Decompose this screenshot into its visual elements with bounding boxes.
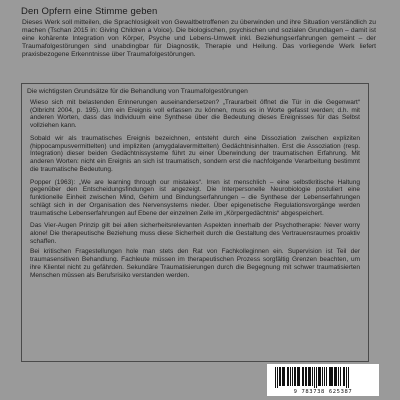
- principle-paragraph: Das Vier-Augen Prinzip gilt bei allen sicherheitsrelevanten Aspekten innerhalb der Psychotherapie: Never worry alone! Die therapeutische Beziehung muss diese Sicherheit durch die Gestaltung des Vertrauensraumes proaktiv schaffen.: [30, 222, 360, 245]
- intro-paragraph: Dieses Werk soll mitteilen, die Sprachlosigkeit von Gewaltbetroffenen zu überwinden und ihre Situation verständlich zu machen (Tschan 2015 in: Giving Children a Voice). Die biologischen, psychischen und sozialen Grundlagen – damit ist eine kohärente Integration von Körper, Psyche und Lebens-Umwelt inkl. Beziehungserfahrungen gemeint – der Traumafolgestörungen sind unabdingbar für Diagnostik, Therapie und Heilung. Das vorliegende Werk liefert praxisbezogene Erkenntnisse über Traumafolgestörungen.: [22, 19, 376, 58]
- barcode-bars: [274, 367, 372, 388]
- principles-box: [21, 83, 369, 362]
- principle-paragraph: Wieso sich mit belastenden Erinnerungen auseinandersetzen? „Traurarbeit öffnet die Tür in die Gegenwart“ (Olbricht 2004, p. 195). Um ein Ereignis voll erfassen zu können, muss es in Worte gefasst werden; d.h. mit anderen Worten, dass das Individuum eine Synthese über die Bedeutung dieses Ereignisses für das Selbst vollziehen kann.: [30, 99, 360, 130]
- isbn-barcode: [267, 364, 379, 396]
- cover-title: Den Opfern eine Stimme geben: [21, 6, 158, 17]
- principle-paragraph: Bei kritischen Fragestellungen hole man stets den Rat von Fachkolleginnen ein. Supervision ist Teil der traumasensitiven Behandlung. Fachleute müssen im therapeutischen Prozess sorgfältig Grenzen beachten, um ihre Klientel nicht zu gefährden. Sekundäre Traumatisierungen durch die Begegnung mit schwer traumatisierten Menschen müssen als Berufsrisiko verstanden werden.: [30, 248, 360, 279]
- principle-paragraph: Sobald wir als traumatisches Ereignis bezeichnen, entsteht durch eine Dissoziation zwischen expliziten (hippocampusvermittelten) und impliziten (amygdalavermittelten) Gedächtnisinhalten. Erst die Assoziation (resp. Integration) dieser beiden Gedächtnissysteme führt zu einer Überwindung der traumatischen Erfahrung. Mit anderen Worten: nicht ein Ereignis an sich ist traumatisch, sondern erst die nachfolgende Verarbeitung bestimmt die traumatische Bedeutung.: [30, 134, 360, 173]
- principles-heading: Die wichtigsten Grundsätze für die Behandlung von Traumafolgestörungen: [27, 88, 248, 95]
- barcode-number: 9 783738 625387: [293, 389, 353, 395]
- principle-paragraph: Popper (1963): „We are learning through our mistakes“. Irren ist menschlich – eine selbstkritische Haltung gegenüber den Entscheidungsfindungen ist angezeigt. Die Interpersonelle Neurobiologie postuliert eine funktionelle Einheit zwischen Mind, Gehirn und Bindungserfahrungen – die Synthese der Lebenserfahrungen schlägt sich in der Organisation des Nervensystems nieder. Über epigenetische Regulationsvorgänge werden traumatische Lebenserfahrungen auf Ebene der einzelnen Zelle im „Körpergedächtnis“ abgespeichert.: [30, 178, 360, 217]
